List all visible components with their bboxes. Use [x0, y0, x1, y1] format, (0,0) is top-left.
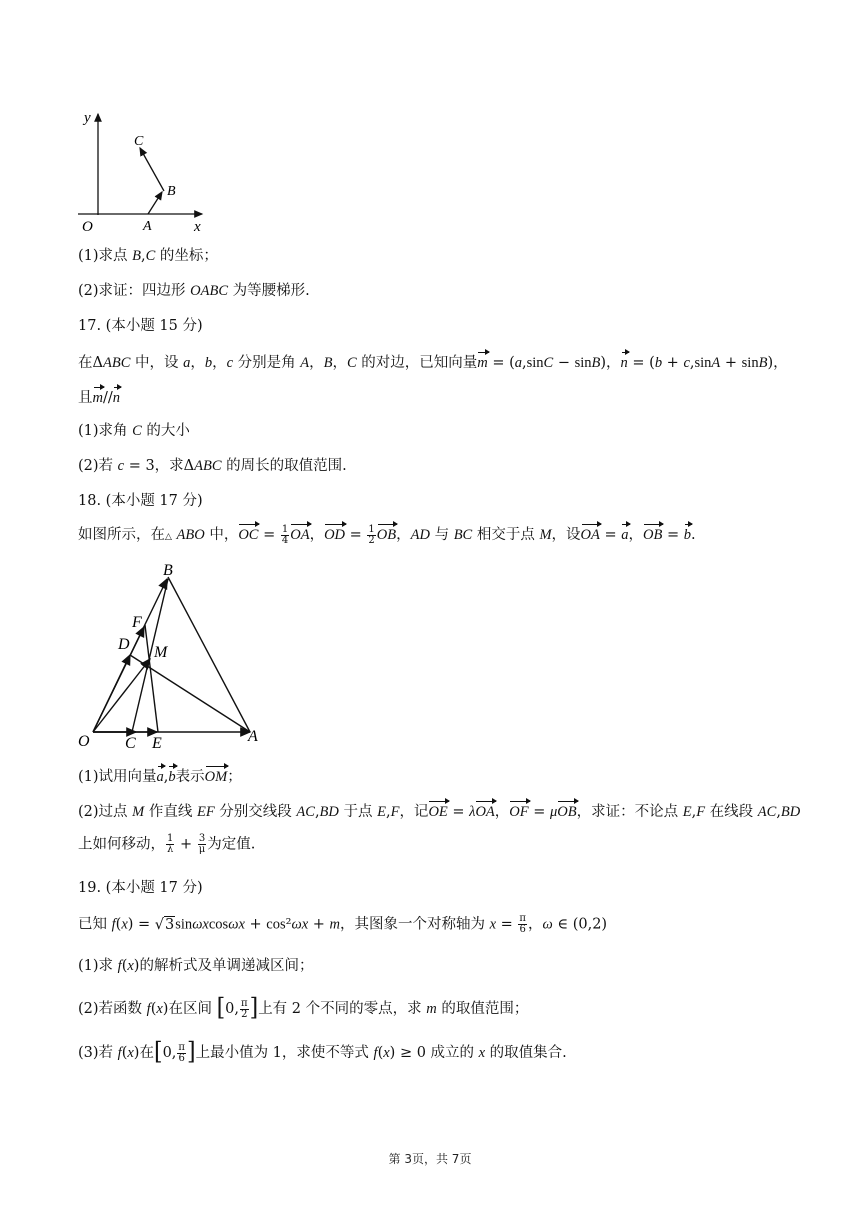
label-m: M [154, 644, 168, 661]
segment-om [93, 659, 150, 732]
q19-stem: 已知 f(x) = √3sinωxcosωx + cos²ωx + m，其图象一个对称轴为 x = $\frac{\pi}{6}$ ，ω ∈ (0,2) [78, 913, 608, 935]
vector-ab [148, 192, 162, 214]
q17-stem-line2: 且m//n [78, 386, 120, 408]
label-c: C [134, 134, 144, 149]
label-f: F [132, 614, 142, 631]
q16-part2: (2)求证：四边形 OABC 为等腰梯形. [78, 283, 310, 299]
q19-part2: (2)若函数 f(x)在区间 [0, $\frac{\pi}{2}$ ]上有 2 个不同的零点，求 m 的取值范围； [78, 994, 529, 1023]
q18-part2-line1: (2)过点 M 作直线 EF 分别交线段 AC,BD 于点 E,F，记OE = λOA，OF = μOB，求证：不论点 E,F 在线段 AC,BD [78, 800, 800, 822]
q18-stem: 如图所示，在△ ABO 中，OC = $\frac{1}{4}$ OA，OD = $\frac{1}{2}$ OB，AD 与 BC 相交于点 M，设OA = a，OB = b. [78, 523, 696, 546]
q16-part1: (1)求点 B,C 的坐标； [78, 248, 218, 264]
figure-triangle [70, 555, 275, 755]
vector-bc [140, 148, 164, 191]
q17-part1: (1)求角 C 的大小 [78, 423, 190, 439]
q19-header: 19. (本小题 17 分) [78, 880, 203, 896]
q17-header: 17. (本小题 15 分) [78, 318, 203, 334]
q17-stem-line1: 在ΔABC 中，设 a，b，c 分别是角 A，B，C 的对边，已知向量m = (a,sinC − sinB)，n = (b + c,sinA + sinB)， [78, 351, 788, 373]
figure-coordinate-plot [70, 100, 220, 235]
segment-ab [168, 577, 250, 732]
q18-part1: (1)试用向量a,b表示OM； [78, 765, 242, 787]
label-x: x [194, 219, 201, 235]
label-b: B [167, 184, 176, 199]
segment-ef [145, 625, 158, 732]
q19-part3: (3)若 f(x)在[0, $\frac{\pi}{6}$ ]上最小值为 1，求使不等式 f(x) ≥ 0 成立的 x 的取值集合. [78, 1038, 567, 1067]
label-a: A [143, 219, 152, 234]
label-a: A [248, 728, 258, 745]
page-footer: 第 3页，共 7页 [388, 1152, 472, 1166]
label-b: B [163, 562, 173, 579]
label-d: D [118, 636, 130, 653]
q17-part2: (2)若 c = 3，求ΔABC 的周长的取值范围. [78, 458, 347, 474]
q19-part1: (1)求 f(x)的解析式及单调递减区间； [78, 958, 314, 974]
label-o: O [78, 733, 90, 750]
label-c: C [125, 735, 136, 752]
q18-part2-line2: 上如何移动， $\frac{1}{\lambda}$ + $\frac{3}{\mu}$ 为定值. [78, 833, 256, 855]
segment-ad [130, 655, 250, 732]
label-o: O [82, 219, 93, 235]
q18-header: 18. (本小题 17 分) [78, 493, 203, 509]
label-e: E [152, 735, 162, 752]
label-y: y [84, 110, 91, 126]
